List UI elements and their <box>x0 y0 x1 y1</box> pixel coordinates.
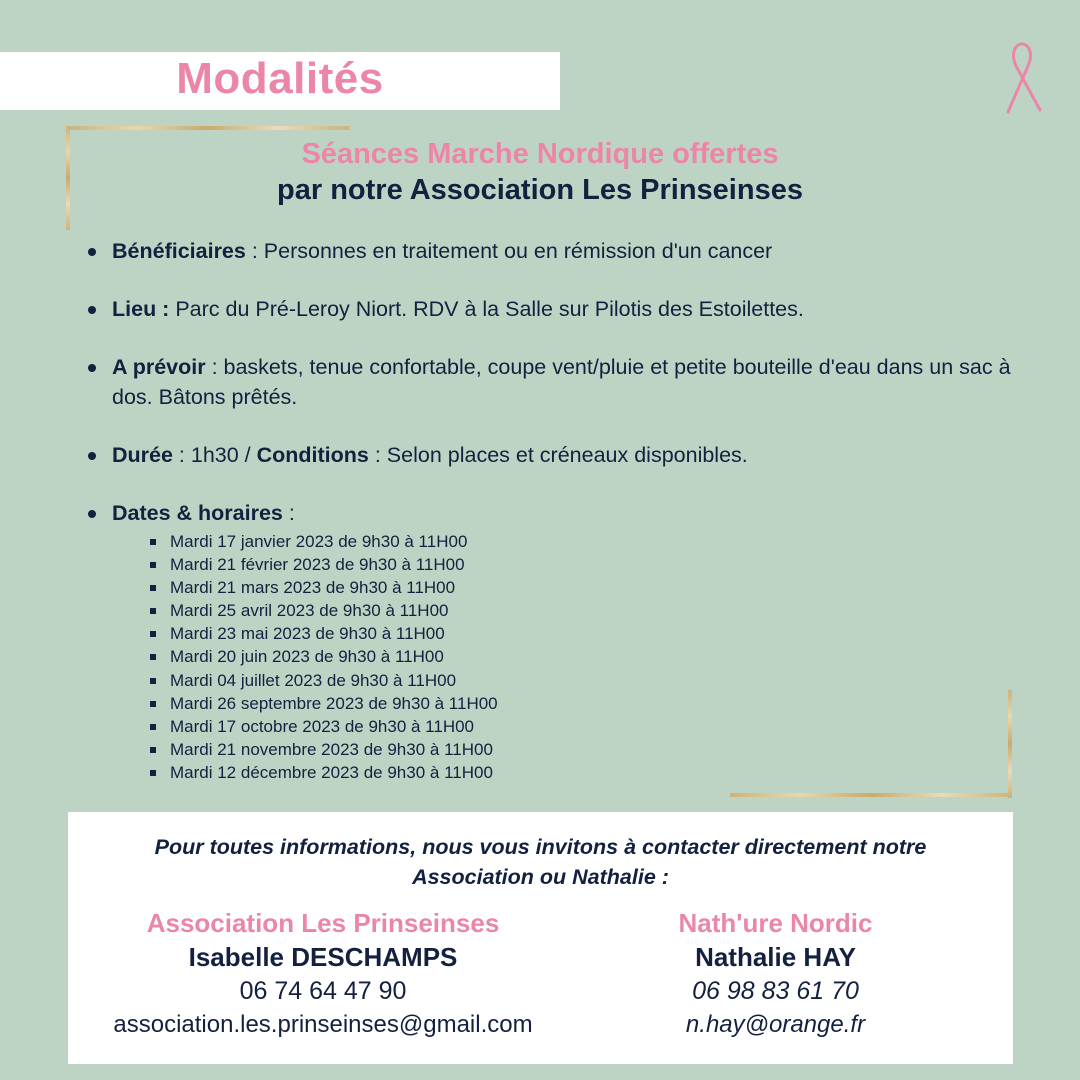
label-conditions: Conditions <box>256 443 369 467</box>
contact-nathure <box>588 906 963 1042</box>
association-email[interactable]: association.les.prinseinses@gmail.com <box>113 1011 533 1038</box>
date-item: Mardi 04 juillet 2023 de 9h30 à 11H00 <box>150 669 1018 692</box>
date-item: Mardi 20 juin 2023 de 9h30 à 11H00 <box>150 645 1018 668</box>
text-conditions: : Selon places et créneaux disponibles. <box>368 443 748 467</box>
pink-ribbon-icon <box>994 40 1052 116</box>
contact-intro <box>68 832 1013 892</box>
list-item-beneficiaires <box>88 236 1018 266</box>
nathure-contact-name: Nathalie HAY <box>695 942 856 972</box>
text-lieu: Parc du Pré-Leroy Niort. RDV à la Salle sur Pilotis des Estoilettes. <box>169 297 804 321</box>
list-item-dates <box>88 498 1018 784</box>
contact-association <box>68 906 578 1042</box>
list-item-duree <box>88 440 1018 470</box>
association-phone[interactable]: 06 74 64 47 90 <box>239 977 407 1005</box>
date-item: Mardi 21 novembre 2023 de 9h30 à 11H00 <box>150 738 1018 761</box>
info-list <box>88 236 1018 812</box>
date-item: Mardi 23 mai 2023 de 9h30 à 11H00 <box>150 622 1018 645</box>
text-prevoir: : baskets, tenue confortable, coupe vent/pluie et petite bouteille d'eau dans un sac à dos. Bâtons prêtés. <box>112 355 1011 409</box>
contact-intro-line2: Association ou Nathalie : <box>412 865 669 889</box>
dates-list <box>150 530 1018 784</box>
association-name: Association Les Prinseinses <box>146 908 500 938</box>
list-item-prevoir <box>88 352 1018 412</box>
date-item: Mardi 25 avril 2023 de 9h30 à 11H00 <box>150 599 1018 622</box>
label-duree: Durée <box>112 443 173 467</box>
label-beneficiaires: Bénéficiaires <box>112 239 246 263</box>
nathure-phone[interactable]: 06 98 83 61 70 <box>692 977 859 1005</box>
date-item: Mardi 21 février 2023 de 9h30 à 11H00 <box>150 553 1018 576</box>
text-dates: : <box>282 501 295 525</box>
nathure-email[interactable]: n.hay@orange.fr <box>685 1011 866 1038</box>
page-title: Modalités <box>176 54 384 103</box>
contact-intro-line1: Pour toutes informations, nous vous invitons à contacter directement notre <box>154 835 927 859</box>
nathure-name: Nath'ure Nordic <box>678 908 873 938</box>
subtitle-offer: Séances Marche Nordique offertes <box>301 138 779 170</box>
gold-frame-top <box>66 126 349 130</box>
association-contact-name: Isabelle DESCHAMPS <box>188 942 458 972</box>
date-item: Mardi 17 janvier 2023 de 9h30 à 11H00 <box>150 530 1018 553</box>
subtitle-association: par notre Association Les Prinseinses <box>277 174 803 206</box>
text-beneficiaires: : Personnes en traitement ou en rémission d'un cancer <box>245 239 773 263</box>
label-prevoir: A prévoir <box>112 355 206 379</box>
title-banner <box>0 52 560 110</box>
label-dates: Dates & horaires <box>112 501 283 525</box>
label-lieu: Lieu : <box>112 297 170 321</box>
text-duree: : 1h30 / <box>172 443 257 467</box>
date-item: Mardi 17 octobre 2023 de 9h30 à 11H00 <box>150 715 1018 738</box>
contact-box <box>68 812 1013 1064</box>
date-item: Mardi 26 septembre 2023 de 9h30 à 11H00 <box>150 692 1018 715</box>
date-item: Mardi 21 mars 2023 de 9h30 à 11H00 <box>150 576 1018 599</box>
date-item: Mardi 12 décembre 2023 de 9h30 à 11H00 <box>150 761 1018 784</box>
list-item-lieu <box>88 294 1018 324</box>
